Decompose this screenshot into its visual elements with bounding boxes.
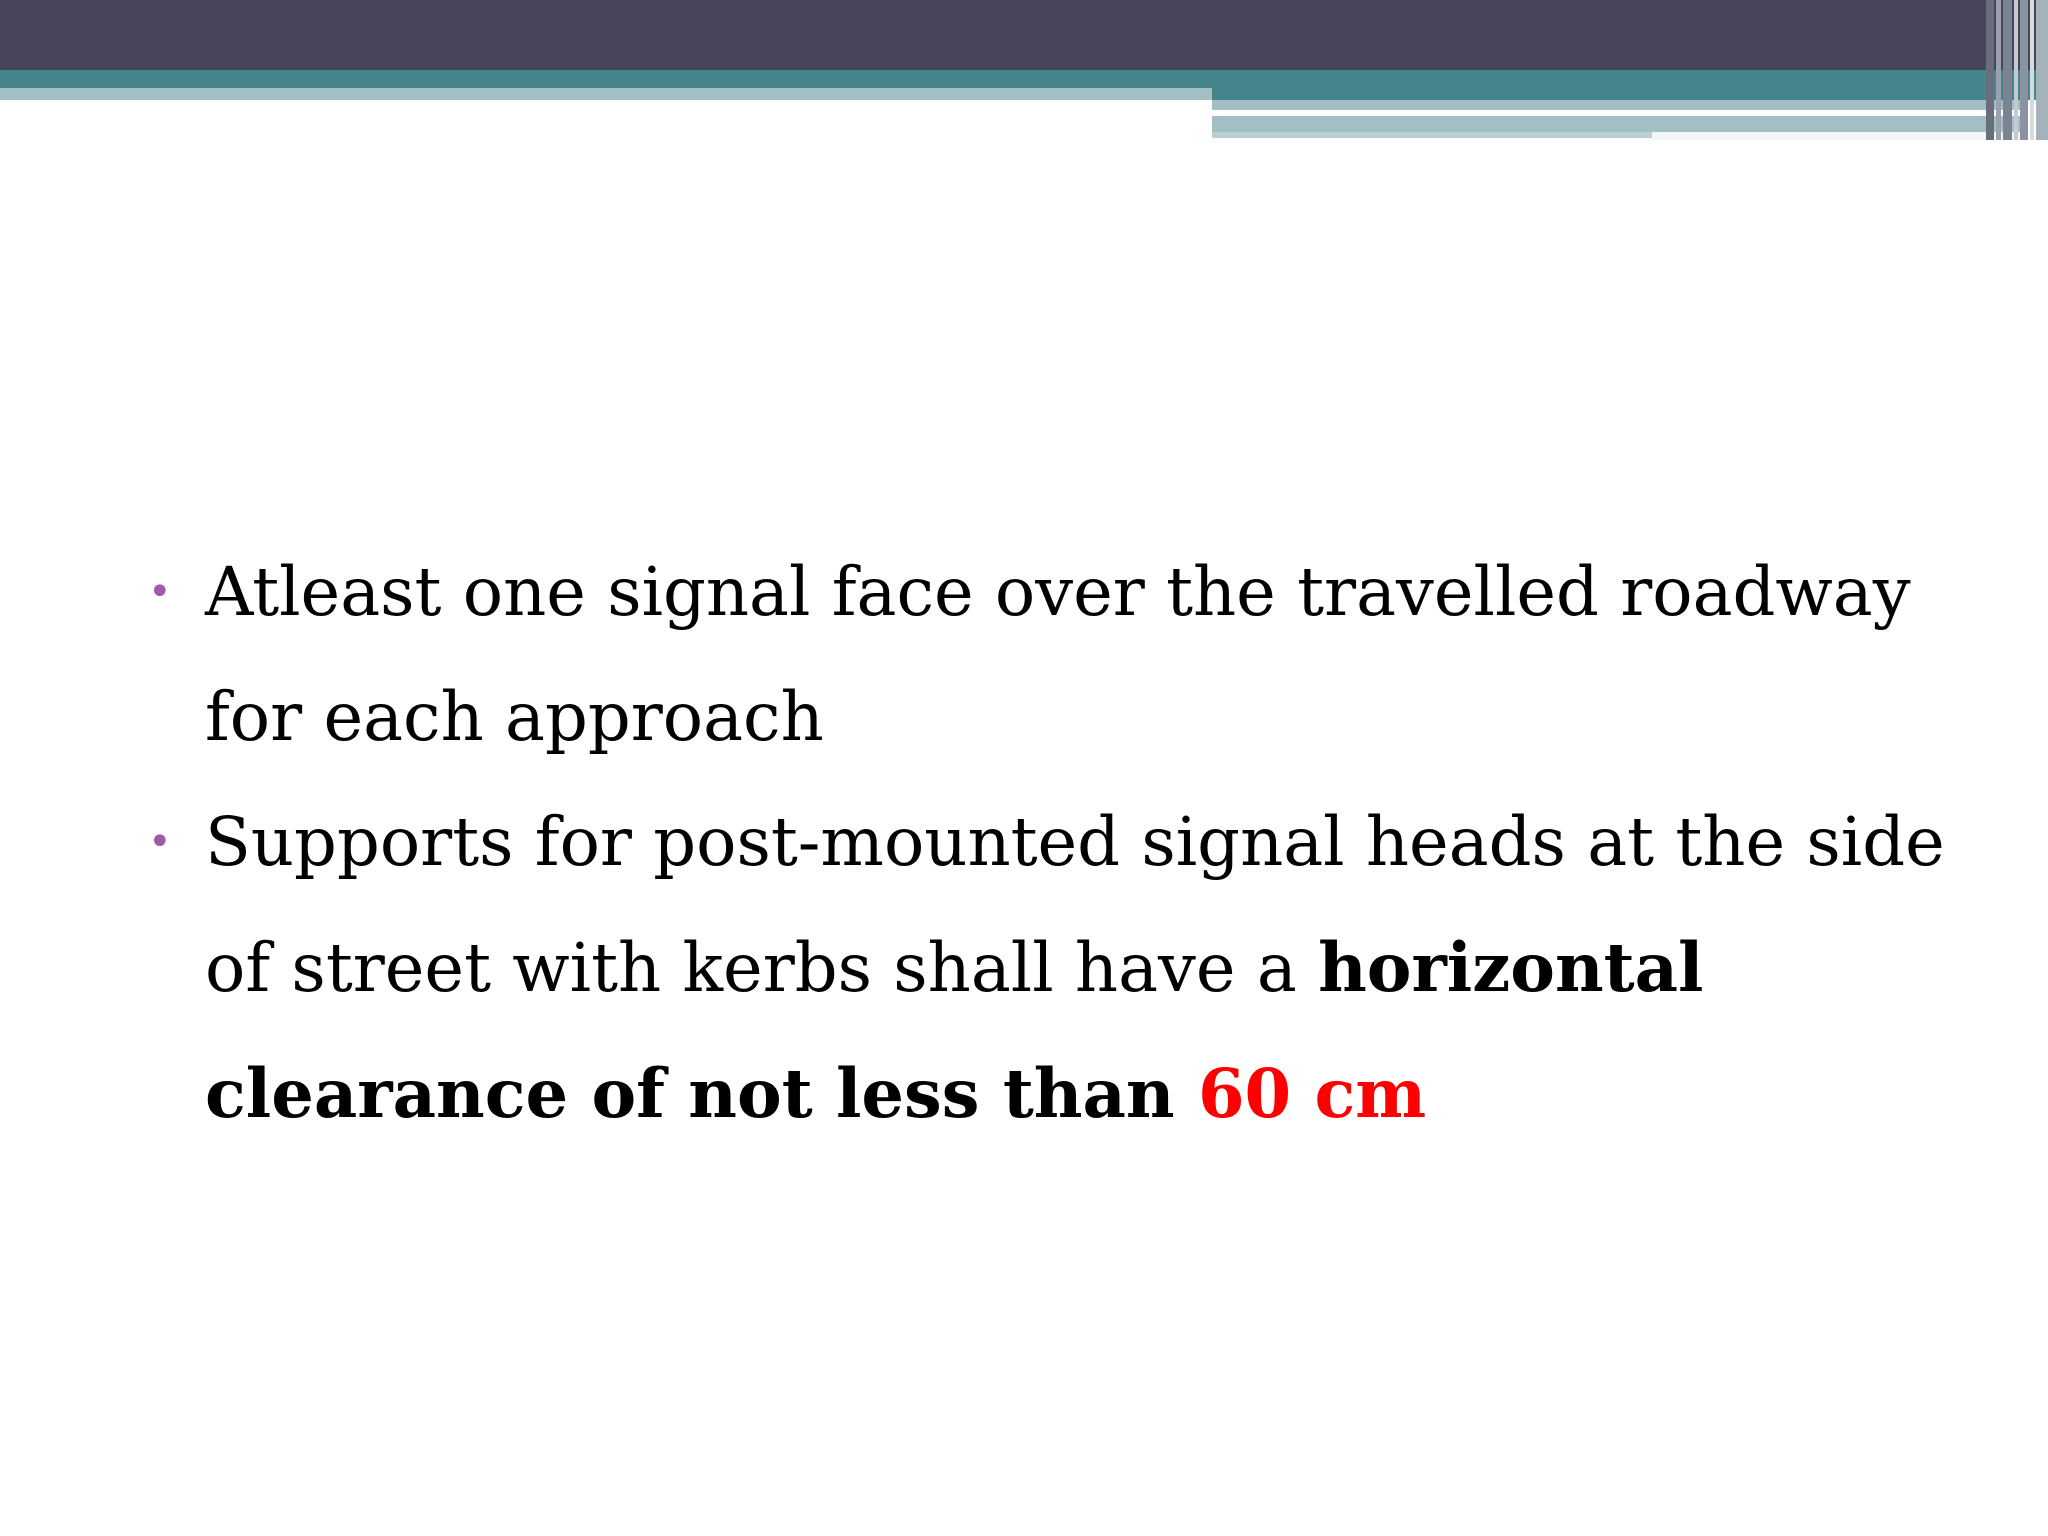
header-light-band-right [1212,100,2024,110]
header-light-band-right-lower [1212,116,2024,132]
header-light-band-left [0,88,1212,100]
header-teal-band-left [0,70,1212,88]
slide-body [148,530,1948,1157]
bullet-marker-icon: • [148,819,172,865]
bullet-text: Atleast one signal face over the travelled roadway for each approach [205,553,1911,756]
header-light-band-bottom [1212,132,1652,138]
bullet-text-bold: horizontal clearance of not less than [205,928,1704,1133]
bullet-item-2 [148,780,1948,1157]
bullet-text: Supports for post-mounted signal heads at the side of street with kerbs shall have a [205,803,1945,1007]
bullet-item-1 [148,530,1948,780]
header-teal-band-right [1212,70,2048,100]
header-dark-band [0,0,2048,70]
bullet-marker-icon: • [148,569,172,615]
header-faint-band [1652,132,2024,140]
header-vertical-stripes [1986,0,2048,140]
bullet-text-highlight: 60 cm [1197,1054,1427,1133]
